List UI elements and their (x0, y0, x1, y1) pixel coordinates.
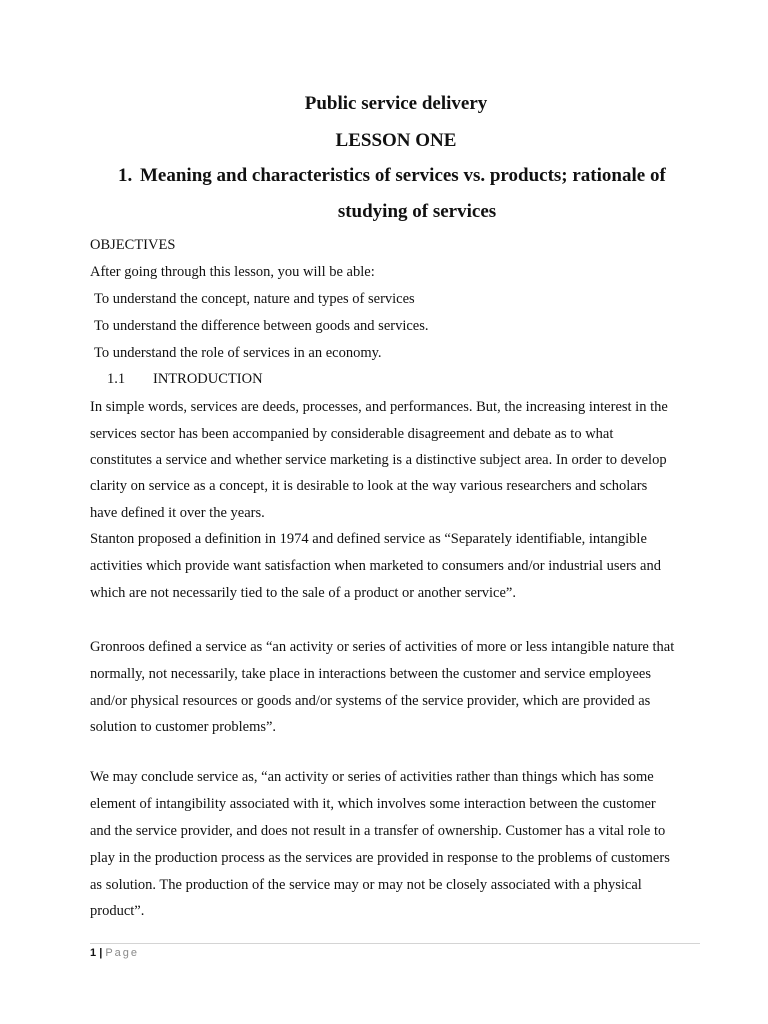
paragraph-line: services sector has been accompanied by considerable disagreement and debate as to what (90, 426, 614, 442)
objective-item: To understand the difference between goods and services. (94, 318, 429, 334)
page-label: Page (105, 947, 140, 959)
paragraph-line: normally, not necessarily, take place in interactions between the customer and service employees (90, 666, 651, 682)
objective-item: To understand the concept, nature and types of services (94, 291, 415, 307)
paragraph-line: In simple words, services are deeds, processes, and performances. But, the increasing interest in the (90, 399, 668, 415)
paragraph-line: clarity on service as a concept, it is desirable to look at the way various researchers and scholars (90, 478, 648, 494)
subsection-title: INTRODUCTION (153, 371, 263, 387)
document-title: Public service delivery (304, 93, 488, 114)
section-title-line1: Meaning and characteristics of services vs. products; rationale of (140, 165, 666, 186)
paragraph-line: and the service provider, and does not result in a transfer of ownership. Customer has a vital role to (90, 823, 666, 839)
paragraph-line: as solution. The production of the service may or may not be closely associated with a physical (90, 877, 642, 893)
objectives-label: OBJECTIVES (90, 237, 176, 253)
paragraph-line: have defined it over the years. (90, 505, 265, 521)
lesson-heading: LESSON ONE (335, 130, 457, 151)
paragraph-line: play in the production process as the services are provided in response to the problems of customers (90, 850, 670, 866)
paragraph-line: which are not necessarily tied to the sale of a product or another service”. (90, 585, 516, 601)
subsection-number: 1.1 (107, 371, 126, 387)
paragraph-line: solution to customer problems”. (90, 719, 277, 735)
section-number: 1. (118, 165, 133, 186)
section-heading (118, 165, 718, 187)
paragraph-line: constitutes a service and whether service marketing is a distinctive subject area. In order to develop (90, 452, 667, 468)
paragraph-line: Stanton proposed a definition in 1974 and defined service as “Separately identifiable, intangible (90, 531, 647, 547)
paragraph-line: element of intangibility associated with it, which involves some interaction between the customer (90, 796, 656, 812)
paragraph-line: activities which provide want satisfaction when marketed to consumers and/or industrial users and (90, 558, 661, 574)
paragraph-line: product”. (90, 903, 145, 919)
paragraph-line: and/or physical resources or goods and/or systems of the service provider, which are provided as (90, 693, 651, 709)
page-footer (90, 947, 139, 959)
objectives-intro: After going through this lesson, you will be able: (90, 264, 375, 280)
subsection-heading (107, 370, 263, 388)
paragraph-line: We may conclude service as, “an activity or series of activities rather than things which has some (90, 769, 654, 785)
footer-divider (90, 943, 700, 944)
page-number: 1 (90, 947, 97, 959)
objective-item: To understand the role of services in an economy. (94, 345, 382, 361)
footer-separator: | (99, 947, 103, 959)
section-title-line2: studying of services (337, 201, 497, 222)
paragraph-line: Gronroos defined a service as “an activity or series of activities of more or less intangible nature that (90, 639, 675, 655)
